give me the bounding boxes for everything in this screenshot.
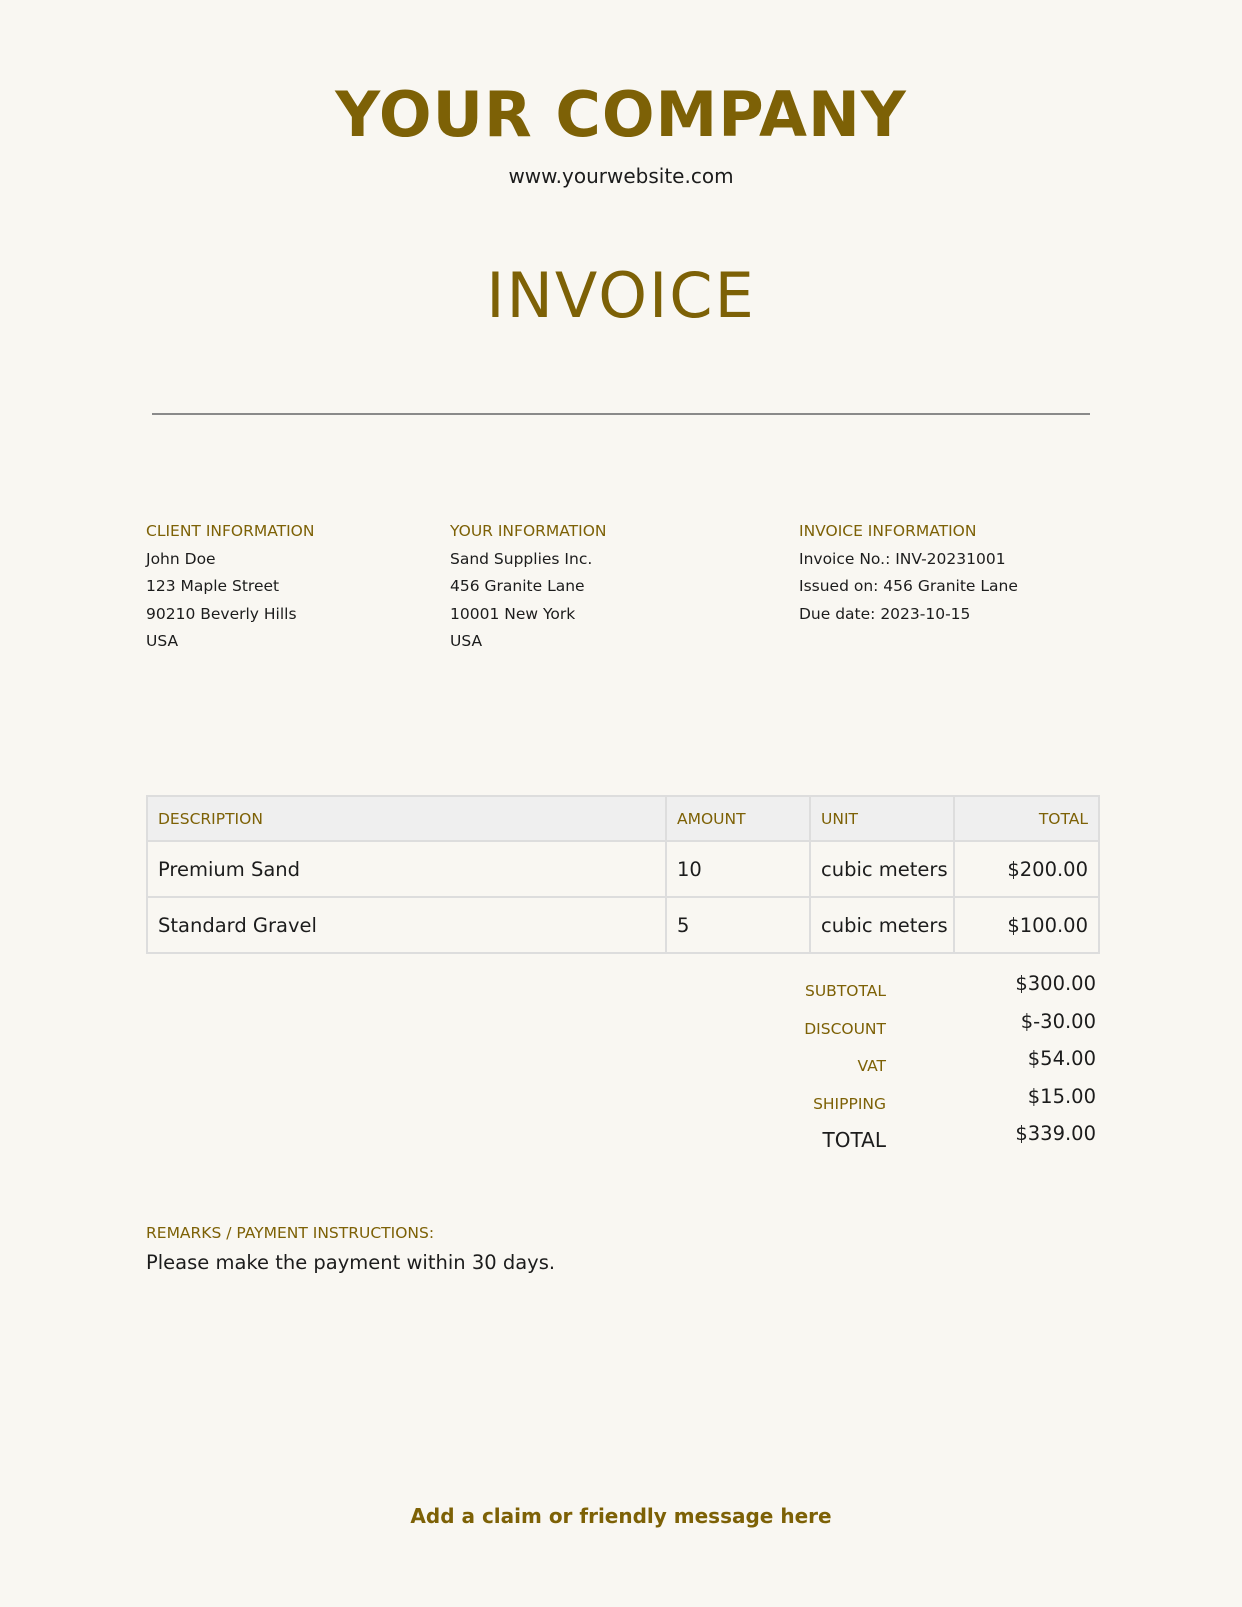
invoice-information bbox=[799, 518, 1018, 628]
item-unit: cubic meters bbox=[810, 897, 954, 953]
subtotal-value: $300.00 bbox=[1015, 972, 1096, 995]
grand-total-label: TOTAL bbox=[822, 1128, 886, 1152]
invoice-issued-date: Issued on: 456 Granite Lane bbox=[799, 577, 1018, 595]
invoice-due-date: Due date: 2023-10-15 bbox=[799, 604, 971, 623]
remarks-text: Please make the payment within 30 days. bbox=[146, 1251, 556, 1274]
vat-row bbox=[740, 1047, 1096, 1085]
item-unit: cubic meters bbox=[810, 841, 954, 897]
company-website: www.yourwebsite.com bbox=[508, 164, 734, 188]
grand-total-value: $339.00 bbox=[1015, 1122, 1096, 1145]
remarks-heading: REMARKS / PAYMENT INSTRUCTIONS: bbox=[146, 1224, 435, 1242]
item-total: $100.00 bbox=[954, 897, 1099, 953]
company-name: YOUR COMPANY bbox=[335, 78, 907, 151]
discount-label: DISCOUNT bbox=[804, 1019, 886, 1038]
subtotal-label: SUBTOTAL bbox=[805, 982, 886, 1000]
column-header-amount: AMOUNT bbox=[666, 796, 810, 841]
item-description: Standard Gravel bbox=[147, 897, 666, 953]
column-header-total: TOTAL bbox=[954, 796, 1099, 841]
invoice-number: Invoice No.: INV-20231001 bbox=[799, 549, 1006, 568]
client-name: John Doe bbox=[146, 549, 216, 568]
client-street: 123 Maple Street bbox=[146, 577, 280, 595]
item-total: $200.00 bbox=[954, 841, 1099, 897]
invoice-information-heading: INVOICE INFORMATION bbox=[799, 522, 977, 540]
vat-value: $54.00 bbox=[1027, 1047, 1096, 1070]
client-information-heading: CLIENT INFORMATION bbox=[146, 522, 315, 540]
column-header-unit: UNIT bbox=[810, 796, 954, 841]
vat-label: VAT bbox=[857, 1057, 886, 1075]
item-description: Premium Sand bbox=[147, 841, 666, 897]
table-row bbox=[147, 897, 1099, 953]
your-city: 10001 New York bbox=[450, 604, 576, 623]
discount-row bbox=[740, 1010, 1096, 1048]
shipping-row bbox=[740, 1085, 1096, 1123]
table-row bbox=[147, 841, 1099, 897]
your-country: USA bbox=[450, 632, 483, 650]
line-items-table bbox=[146, 795, 1100, 954]
header-divider bbox=[152, 413, 1090, 415]
your-information-heading: YOUR INFORMATION bbox=[450, 522, 607, 540]
totals-summary bbox=[740, 972, 1096, 1160]
your-street: 456 Granite Lane bbox=[450, 577, 585, 595]
subtotal-row bbox=[740, 972, 1096, 1010]
discount-value: $-30.00 bbox=[1020, 1009, 1096, 1033]
client-country: USA bbox=[146, 632, 179, 650]
invoice-title: INVOICE bbox=[486, 259, 756, 332]
shipping-value: $15.00 bbox=[1027, 1084, 1096, 1108]
your-information bbox=[450, 518, 607, 656]
your-company-name: Sand Supplies Inc. bbox=[450, 549, 593, 568]
footer-message: Add a claim or friendly message here bbox=[410, 1504, 832, 1528]
grand-total-row bbox=[740, 1122, 1096, 1160]
client-city: 90210 Beverly Hills bbox=[146, 604, 297, 623]
column-header-description: DESCRIPTION bbox=[147, 796, 666, 841]
shipping-label: SHIPPING bbox=[813, 1094, 886, 1113]
item-amount: 5 bbox=[666, 897, 810, 953]
table-header-row bbox=[147, 796, 1099, 841]
client-information bbox=[146, 518, 314, 656]
item-amount: 10 bbox=[666, 841, 810, 897]
